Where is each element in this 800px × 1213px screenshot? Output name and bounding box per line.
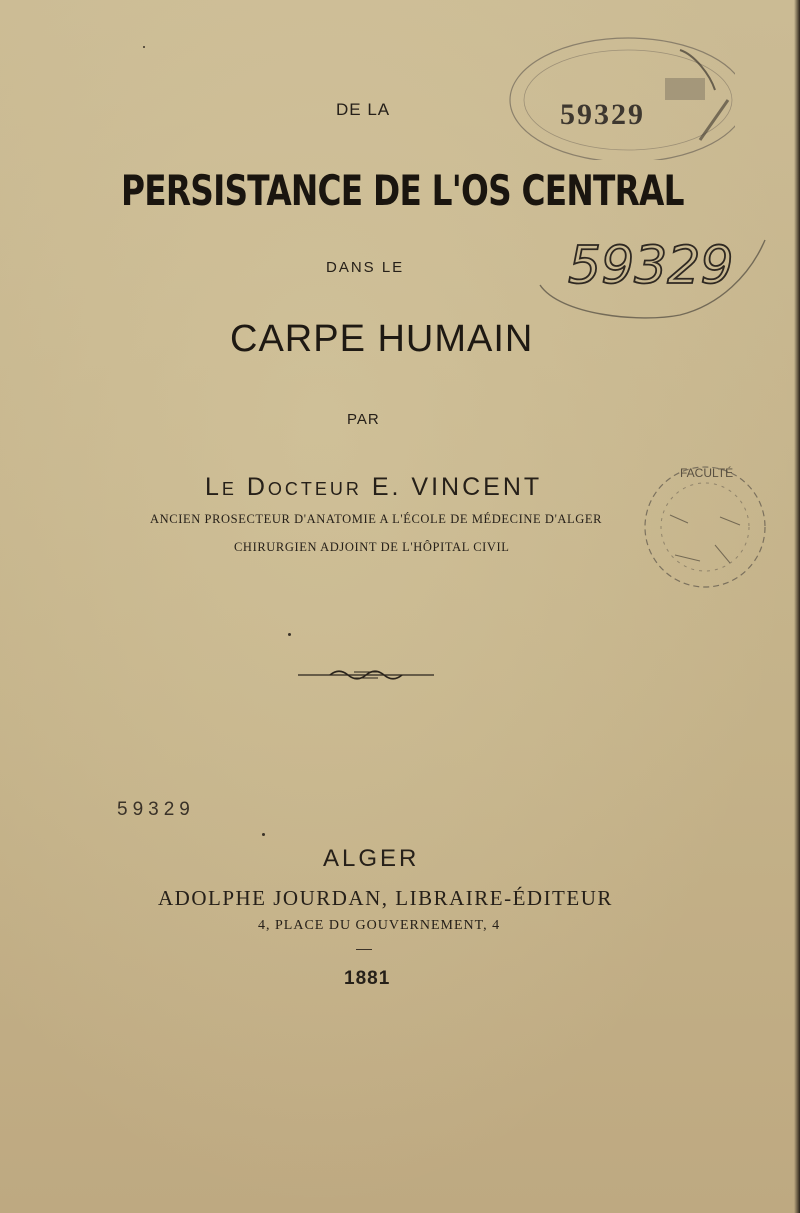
- book-title: PERSISTANCE DE L'OS CENTRAL: [121, 166, 684, 215]
- ink-speck: [288, 633, 291, 636]
- page-edge-shadow: [794, 0, 800, 1213]
- stamp-number: 59329: [560, 98, 645, 131]
- ink-speck: [262, 833, 265, 836]
- author-credential-1: ANCIEN PROSECTEUR D'ANATOMIE A L'ÉCOLE DE MÉDECINE D'ALGER: [150, 512, 603, 526]
- ink-speck: [143, 46, 145, 48]
- shelfmark-number: 59329: [117, 799, 195, 820]
- author-name: Le Docteur E. VINCENT: [205, 473, 543, 501]
- author-credential-2: CHIRURGIEN ADJOINT DE L'HÔPITAL CIVIL: [234, 540, 510, 554]
- title-preposition: DE LA: [336, 100, 391, 119]
- ornamental-rule: [296, 668, 436, 680]
- handwritten-number: 59329: [568, 236, 734, 296]
- by-line: PAR: [347, 411, 380, 428]
- library-stamp-top: [500, 20, 735, 160]
- faculty-stamp: [630, 435, 770, 620]
- publication-city: ALGER: [323, 845, 420, 872]
- handwritten-number-stamp: [530, 205, 770, 325]
- faculty-stamp-label: FACULTÉ: [680, 466, 734, 480]
- publication-year: 1881: [344, 968, 391, 989]
- separator-dash: [356, 949, 372, 950]
- publisher-name: ADOLPHE JOURDAN, LIBRAIRE-ÉDITEUR: [158, 886, 613, 910]
- book-subject: CARPE HUMAIN: [230, 318, 534, 360]
- publisher-address: 4, PLACE DU GOUVERNEMENT, 4: [258, 918, 501, 933]
- title-connector: DANS LE: [326, 259, 405, 276]
